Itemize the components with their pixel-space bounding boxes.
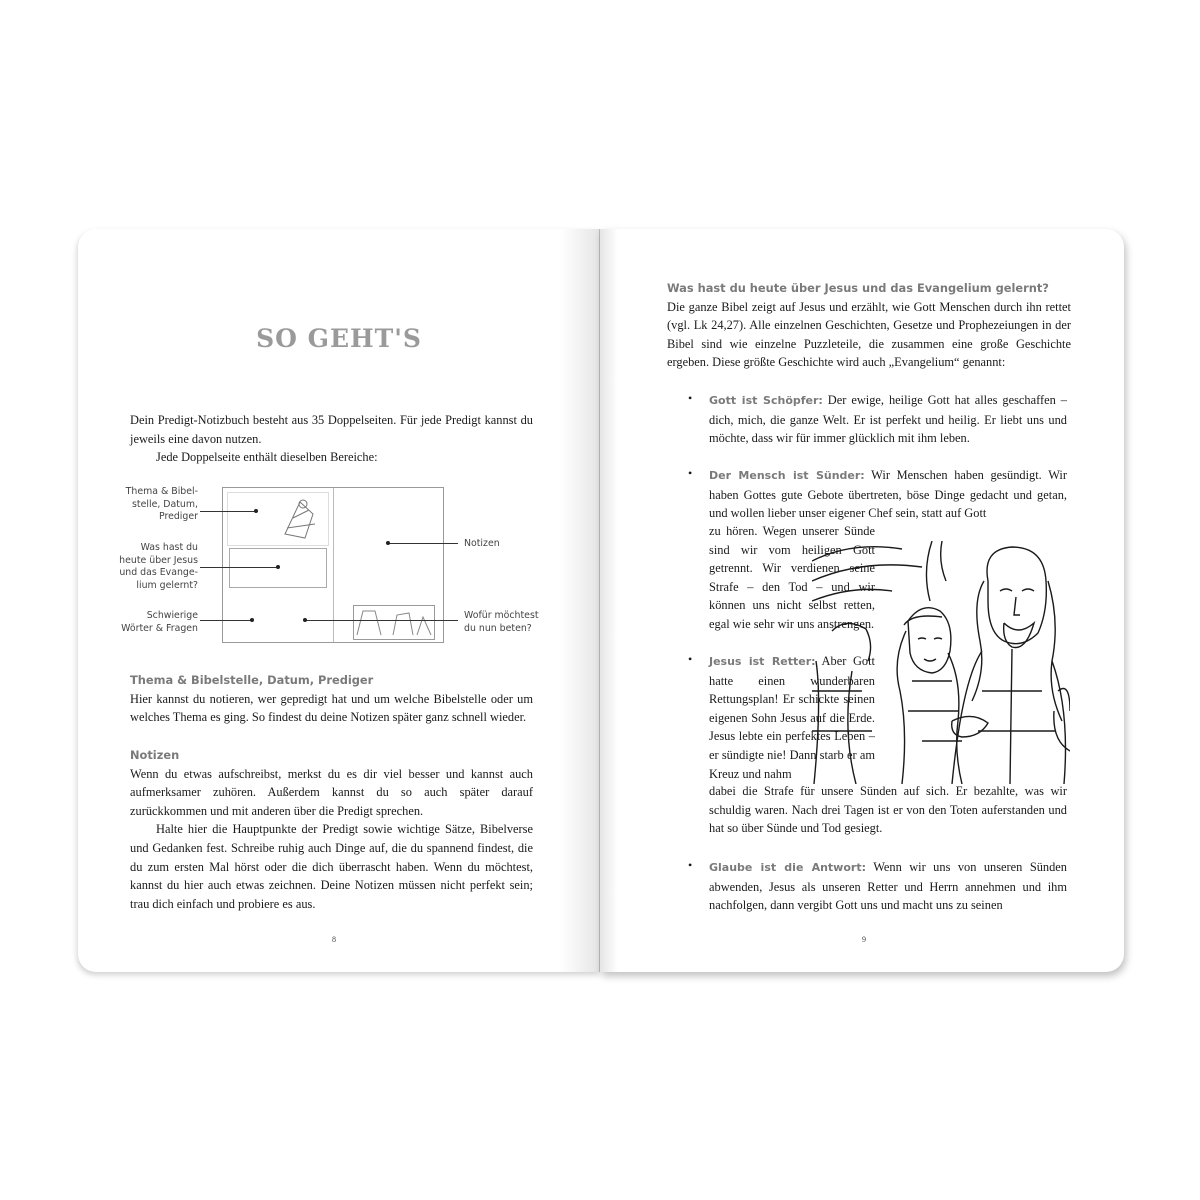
bullet-text: zu hören. Wegen unserer Sünde sind wir vom heiligen Gott getrennt. Wir verdienen seine Strafe – den Tod – und wir können uns nicht selbst retten, egal wie sehr wir uns anstrengen. xyxy=(709,524,875,631)
page-number: 9 xyxy=(862,935,866,944)
section-heading: Thema & Bibelstelle, Datum, Prediger xyxy=(130,673,374,687)
pointer-line-thema xyxy=(200,511,256,512)
section-notizen xyxy=(130,746,533,913)
bullet-marker: • xyxy=(688,391,693,405)
pointer-line-notizen xyxy=(388,543,458,544)
bullet-glaube xyxy=(709,858,1067,915)
pointer-line-fragen xyxy=(200,620,252,621)
pointer-line-jesus xyxy=(200,567,278,568)
jesus-line-art-illustration xyxy=(812,541,1070,784)
diagram-label-notizen: Notizen xyxy=(464,538,500,549)
diagram-label-beten: Wofür möchtest du nun beten? xyxy=(464,610,539,634)
intro-paragraph: Dein Predigt-Notizbuch besteht aus 35 Doppelseiten. Für jede Predigt kannst du jeweils eine davon nutzen. xyxy=(130,413,533,446)
bullet-text: Aber Gott hatte einen wunderbaren Rettungsplan! Er schickte seinen eigenen Sohn Jesus auf die Erde. Jesus lebte ein perfektes Leben – er sündigte nie! Dann starb er am Kreuz und nahm xyxy=(709,654,876,781)
bullet-marker: • xyxy=(688,858,693,872)
bullet-marker: • xyxy=(688,652,693,666)
thumbnail-fold xyxy=(333,488,334,642)
pointer-line-beten xyxy=(305,620,458,621)
diagram-label-jesus: Was hast du heute über Jesus und das Evange- lium gelernt? xyxy=(119,542,198,591)
bullet-text: Wir Menschen haben gesündigt. Wir haben Gottes gute Gebote übertreten, böse Dinge gedacht und getan, und wollen lieber unser eigener Chef sein, statt auf Gott xyxy=(709,468,1067,521)
bullet-text: dabei die Strafe für unsere Sünden auf sich. Er bezahlte, was wir schuldig waren. Nach drei Tagen ist er von den Toten auferstanden und hat so über Sünde und Tod gesiegt. xyxy=(709,784,1067,836)
thumbnail-illustration-icon xyxy=(275,494,325,542)
bullet-suender xyxy=(709,466,1067,523)
bullet-heading: Jesus ist Retter: xyxy=(709,655,816,668)
left-page xyxy=(78,229,600,972)
section-thema xyxy=(130,671,533,727)
bullet-schoepfer xyxy=(709,391,1067,448)
bullet-heading: Gott ist Schöpfer: xyxy=(709,394,823,407)
intro-paragraph-2: Jede Doppelseite enthält dieselben Bereiche: xyxy=(156,450,378,465)
page-number: 8 xyxy=(332,935,336,944)
bullet-marker: • xyxy=(688,466,693,480)
pointer-dot-notizen xyxy=(386,541,390,545)
pointer-dot-beten xyxy=(303,618,307,622)
gospel-intro xyxy=(667,279,1071,372)
section-text: Hier kannst du notieren, wer gepredigt hat und um welche Bibelstelle oder um welches Thema es ging. So findest du deine Notizen später ganz schnell wieder. xyxy=(130,691,533,725)
section-text-2: Halte hier die Hauptpunkte der Predigt sowie wichtige Sätze, Bibelverse und Gedanken fest. Schreibe ruhig auch Dinge auf, die du spannend findest, die du zum ersten Mal hörst oder die dich überrascht haben. Wenn du möchtest, kannst du hier auch etwas zeichnen. Deine Notizen müssen nicht perfekt sein; trau dich einfach und probiere es aus. xyxy=(130,822,533,911)
diagram-label-thema: Thema & Bibel- stelle, Datum, Prediger xyxy=(125,486,198,522)
bullet-retter-cont xyxy=(709,782,1067,838)
bullet-text: Wenn wir uns von unseren Sünden abwenden, Jesus als unseren Retter und Herrn annehmen und ihm nachfolgen, dann vergibt Gott uns und macht uns zu seinen xyxy=(709,860,1067,913)
section-heading: Was hast du heute über Jesus und das Evangelium gelernt? xyxy=(667,281,1049,295)
section-text: Die ganze Bibel zeigt auf Jesus und erzählt, wie Gott Menschen durch ihn rettet (vgl. Lk 24,27). Alle einzelnen Geschichten, Gesetze und Prophezeiungen in der Bibel sind wie einzelne Puzzleteile, die zusammen eine große Geschichte ergeben. Diese größte Geschichte wird auch „Evangelium“ genannt: xyxy=(667,299,1071,370)
pointer-dot-thema xyxy=(254,509,258,513)
bullet-heading: Glaube ist die Antwort: xyxy=(709,861,866,874)
page-title: SO GEHT'S xyxy=(256,324,422,353)
thumbnail-prayer-illustration-icon xyxy=(353,605,433,638)
pointer-dot-jesus xyxy=(276,565,280,569)
section-heading: Notizen xyxy=(130,748,180,762)
gutter-shadow xyxy=(600,229,618,972)
bullet-heading: Der Mensch ist Sünder: xyxy=(709,469,865,482)
diagram-label-fragen: Schwierige Wörter & Fragen xyxy=(121,610,198,634)
pointer-dot-fragen xyxy=(250,618,254,622)
section-text: Wenn du etwas aufschreibst, merkst du es dir viel besser und kannst auch aufmerksamer zuhören. Außerdem kannst du so auch später darauf zurückkommen und mit anderen über die Predigt sprechen. xyxy=(130,766,533,818)
intro-block xyxy=(130,411,533,467)
bullet-text: Der ewige, heilige Gott hat alles geschaffen – dich, mich, die ganze Welt. Er ist perfekt und heilig. Er liebt uns und möchte, dass wir für immer glücklich mit ihm leben. xyxy=(709,393,1067,446)
